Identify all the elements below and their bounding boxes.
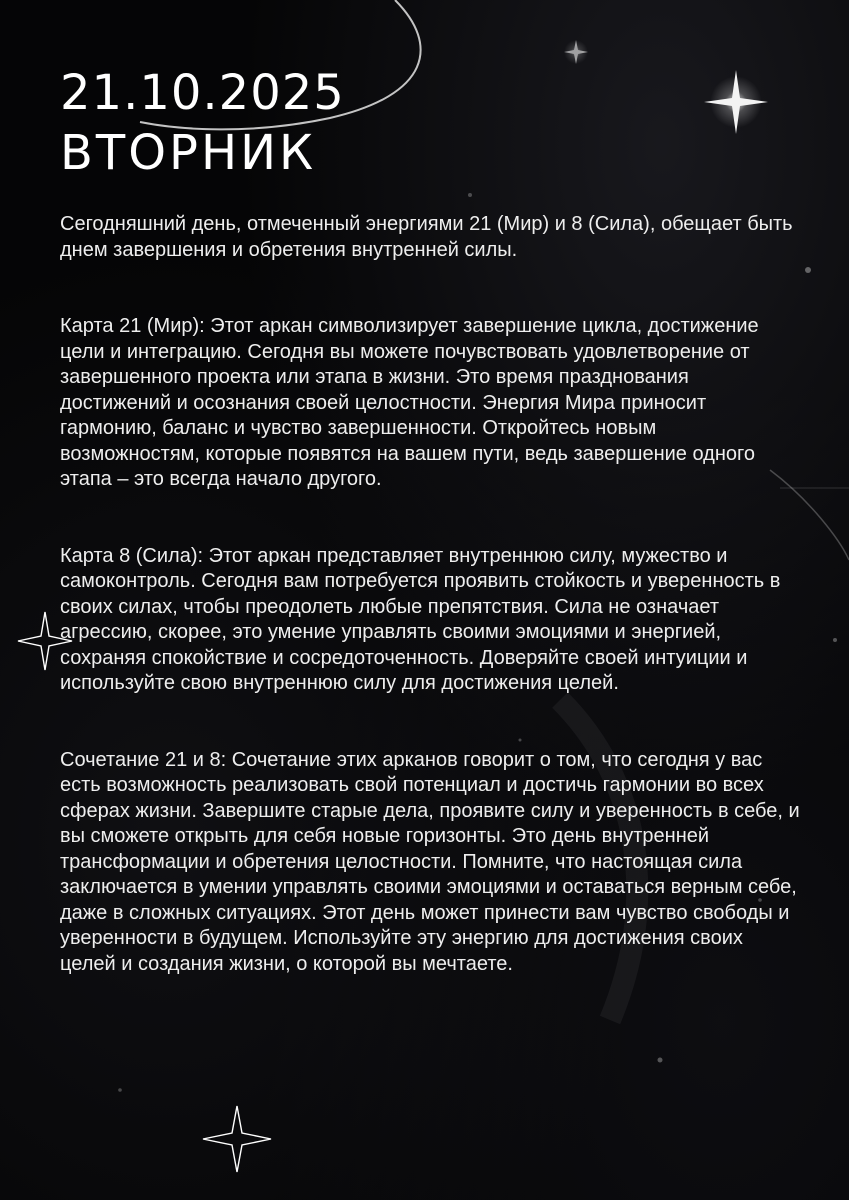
weekday-heading: ВТОРНИК [60,125,317,181]
card-8-paragraph: Карта 8 (Сила): Этот аркан представляет внутреннюю силу, мужество и самоконтроль. Сегодня вам потребуется проявить стойкость и уверенность в своих силах, чтобы преодолеть любые препятствия. Сила не означает агрессию, скорее, это умение управлять своими эмоциями и энергией, сохраняя спокойствие и сосредоточенность. Доверяйте своей интуиции и используйте свою внутреннюю силу для достижения целей. [60,544,781,694]
intro-paragraph: Сегодняшний день, отмеченный энергиями 21 (Мир) и 8 (Сила), обещает быть днем завершения и обретения внутренней силы. [60,213,793,261]
sparkle-star-small [564,40,588,64]
card-21-paragraph: Карта 21 (Мир): Этот аркан символизирует завершение цикла, достижение цели и интеграцию. Сегодня вы можете почувствовать удовлетворение от завершенного проекта или этапа в жизни. Это время празднования достижений и осознания своей целостности. Энергия Мира приносит гармонию, баланс и чувство завершенности. Откройтесь новым возможностям, которые появятся на вашем пути, ведь завершение одного этапа – это всегда начало другого. [60,315,759,490]
outline-star-bottom [203,1106,271,1172]
date-heading: 21.10.2025 [60,65,345,121]
horoscope-content [60,64,800,977]
combination-paragraph: Сочетание 21 и 8: Сочетание этих арканов говорит о том, что сегодня у вас есть возможность реализовать свой потенциал и достичь гармонии во всех сферах жизни. Завершите старые дела, проявите силу и уверенность в себе, и вы сможете открыть для себя новые горизонты. Это день внутренней трансформации и обретения целостности. Помните, что настоящая сила заключается в умении управлять своими эмоциями и оставаться верным себе, даже в сложных ситуациях. Этот день может принести вам чувство свободы и уверенности в будущем. Используйте эту энергию для достижения своих целей и создания жизни, о которой вы мечтаете. [60,748,800,975]
